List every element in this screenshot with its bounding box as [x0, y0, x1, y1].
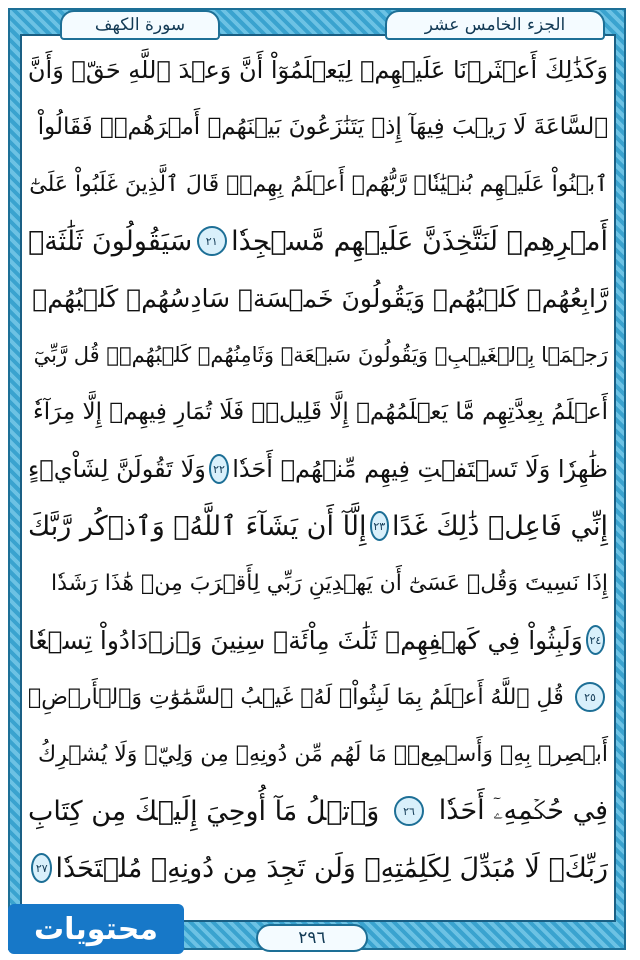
verse-line [28, 728, 608, 780]
verse-line [28, 500, 608, 552]
verse-line [28, 215, 608, 267]
ayah-number-marker: ٢٤ [586, 625, 605, 655]
verse-line [28, 557, 608, 609]
line-text-after: وَٱتۡلُ مَآ أُوحِيَ إِلَيۡكَ مِن كِتَابِ [28, 795, 380, 827]
line-text: رَجۡمَۢا بِٱلۡغَيۡبِۖ وَيَقُولُونَ سَبۡعَةٞ وَثَامِنُهُمۡ كَلۡبُهُمۡۚ قُل رَّبِّيٓ [33, 343, 608, 367]
juz-title: الجزء الخامس عشر [424, 15, 566, 35]
surah-header [60, 10, 220, 40]
verse-line [28, 386, 608, 438]
line-text: ٱلسَّاعَةَ لَا رَيۡبَ فِيهَآ إِذۡ يَتَنَٰزَعُونَ بَيۡنَهُمۡ أَمۡرَهُمۡۖ فَقَالُواْ [37, 114, 608, 140]
line-text: إِذَا نَسِيتَ وَقُلۡ عَسَىٰٓ أَن يَهۡدِيَنِ رَبِّي لِأَقۡرَبَ مِنۡ هَٰذَا رَشَدٗا [51, 570, 608, 596]
watermark-text: محتويات [34, 911, 158, 947]
verse-line [28, 614, 608, 666]
verse-line [28, 785, 608, 837]
verse-line [28, 272, 608, 324]
line-text-after: إِلَّآ أَن يَشَآءَ ٱللَّهُۚ وَٱذۡكُر رَّبَّكَ [28, 510, 367, 542]
line-text: ظَٰهِرٗا وَلَا تَسۡتَفۡتِ فِيهِم مِّنۡهُمۡ أَحَدٗا [232, 455, 608, 483]
ayah-number-marker: ٢٦ [394, 796, 424, 826]
line-text-after: وَلَبِثُواْ فِي كَهۡفِهِمۡ ثَلَٰثَ مِاْئَةٖ سِنِينَ وَٱزۡدَادُواْ تِسۡعٗا [28, 625, 583, 655]
line-text: أَعۡلَمُ بِعِدَّتِهِم مَّا يَعۡلَمُهُمۡ إِلَّا قَلِيلٞۗ فَلَا تُمَارِ فِيهِمۡ إِلَّا مِرَآءٗ [32, 399, 608, 425]
verse-line [28, 101, 608, 153]
line-text: رَبِّكَۖ لَا مُبَدِّلَ لِكَلِمَٰتِهِۦ وَلَن تَجِدَ مِن دُونِهِۦ مُلۡتَحَدٗا [55, 852, 608, 884]
ayah-number-marker: ٢٧ [31, 853, 52, 883]
page-number-text: ٢٩٦ [298, 928, 326, 948]
line-text: فِي حُكۡمِهِۦٓ أَحَدٗا [438, 795, 608, 826]
line-text: إِنِّي فَاعِلٞ ذَٰلِكَ غَدًا [392, 510, 608, 542]
ayah-number-marker: ٢٢ [209, 454, 229, 484]
verse-line [28, 329, 608, 381]
line-text-after: قُلِ ٱللَّهُ أَعۡلَمُ بِمَا لَبِثُواْۖ لَهُۥ غَيۡبُ ٱلسَّمَٰوَٰتِ وَٱلۡأَرۡضِۖ [28, 684, 564, 710]
quran-text [28, 44, 608, 904]
ayah-number-marker: ٢٥ [575, 682, 605, 712]
line-text-after: وَلَا تَقُولَنَّ لِشَاْيۡءٍ [28, 455, 206, 483]
verse-line [28, 842, 608, 894]
line-text: وَكَذَٰلِكَ أَعۡثَرۡنَا عَلَيۡهِمۡ لِيَعۡلَمُوٓاْ أَنَّ وَعۡدَ ٱللَّهِ حَقّٞ وَأَنَّ [27, 56, 608, 84]
verse-line [28, 44, 608, 96]
site-logo-watermark [8, 904, 184, 954]
verse-line [28, 443, 608, 495]
ayah-number-marker: ٢١ [197, 226, 227, 256]
surah-title: سورة الكهف [94, 15, 186, 35]
juz-header [385, 10, 605, 40]
verse-line [28, 158, 608, 210]
line-text: ٱبۡنُواْ عَلَيۡهِم بُنۡيَٰنٗاۖ رَّبُّهُمۡ أَعۡلَمُ بِهِمۡۚ قَالَ ٱلَّذِينَ غَلَبُواْ عَلَىٰٓ [29, 171, 608, 197]
line-text: أَمۡرِهِمۡ لَنَتَّخِذَنَّ عَلَيۡهِم مَّسۡجِدٗا [231, 225, 608, 257]
line-text: أَبۡصِرۡ بِهِۦ وَأَسۡمِعۡۚ مَا لَهُم مِّن دُونِهِۦ مِن وَلِيّٖ وَلَا يُشۡرِكُ [38, 741, 608, 767]
ayah-number-marker: ٢٣ [370, 511, 390, 541]
page-number [256, 924, 368, 952]
verse-line [28, 671, 608, 723]
line-text: رَّابِعُهُمۡ كَلۡبُهُمۡ وَيَقُولُونَ خَمۡسَةٞ سَادِسُهُمۡ كَلۡبُهُمۡ [32, 283, 608, 313]
line-text-after: سَيَقُولُونَ ثَلَٰثَةٞ [28, 225, 193, 257]
